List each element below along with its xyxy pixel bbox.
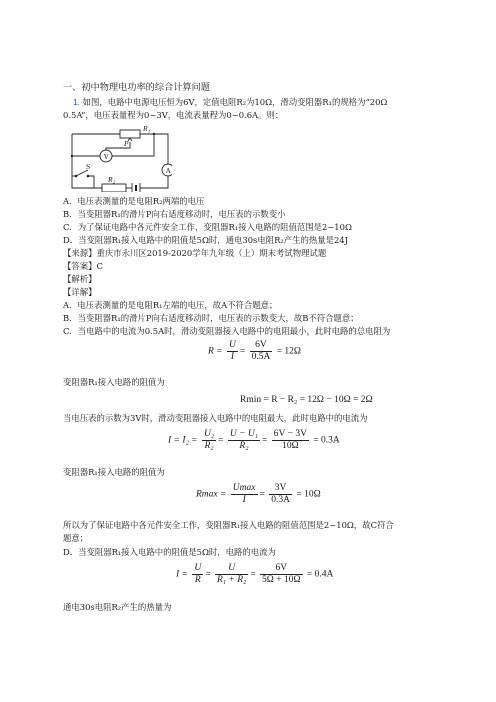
label-v: V: [103, 152, 109, 161]
analysis-heading: 【解析】: [63, 274, 97, 284]
text-r1-max-intro: 变阻器R₁接入电路的阻值为: [63, 467, 165, 477]
source-line: 【来源】重庆市永川区2019-2020学年九年级（上）期末考试物理试题: [63, 248, 327, 258]
text-option-d: D．当变阻器R₁接入电路中的阻值是5Ω时，电路的电流为: [63, 547, 276, 557]
equation-r-max: Rmax = Umax I = $\frac{3V}{0.3A}$ = 10Ω: [196, 483, 321, 505]
option-c: C．为了保证电路中各元件安全工作，变阻器R₁接入电路的阻值范围是2~10Ω: [63, 222, 352, 232]
label-r1: R₁: [143, 124, 151, 133]
text-range-conclusion: 所以为了保证电路中各元件安全工作，变阻器R₁接入电路的阻值范围是2~10Ω，故C符合: [63, 520, 394, 530]
text-range-conclusion-2: 题意；: [63, 533, 89, 543]
question-number: 1.: [73, 97, 80, 107]
text-voltage-3v: 当电压表的示数为3V时，滑动变阻器接入电路中的电阻最大，此时电路中的电流为: [63, 413, 368, 423]
question-line-1: [73, 97, 387, 108]
question-text-1: 如图，电路中电源电压恒为6V，定值电阻R₂为10Ω，滑动变阻器R₁的规格为“20Ω: [82, 97, 388, 107]
label-p: P: [124, 139, 129, 148]
equation-r-min: Rmin = R − R₂ = 12Ω − 10Ω = 2Ω: [240, 395, 373, 405]
explain-a: A．电压表测量的是电阻R₁左端的电压，故A不符合题意；: [63, 300, 278, 310]
question-line-2: 0.5A”，电压表量程为0~3V，电流表量程为0~0.6A。则：: [63, 110, 284, 120]
section-title: 一、初中物理电功率的综合计算问题: [63, 82, 210, 93]
label-s: S: [86, 162, 91, 171]
explain-c: C．当电路中的电流为0.5A时，滑动变阻器接入电路中的电阻最小，此时电路的总电阻为: [63, 326, 391, 336]
equation-current-min: I = I₂ = $\frac{\text{U₂}}{\text{R₂}}$ = $\frac{\text{U − U₁}}{\text{R₂}}$ = $\frac{6V - 3V}{10\Omega}$ = 0.3A: [168, 429, 340, 451]
detail-heading: 【详解】: [63, 287, 97, 297]
text-heat-intro: 通电30s电阻R₂产生的热量为: [63, 602, 172, 612]
option-b: B．当变阻器R₁的滑片P向右适度移动时，电压表的示数变小: [63, 209, 286, 219]
equation-total-resistance: R = $\frac{U}{I}$ = $\frac{6V}{0.5A}$ = 12Ω: [208, 340, 301, 362]
label-a: A: [165, 166, 171, 175]
label-r2: R₂: [108, 175, 116, 184]
text-r1-min-intro: 变阻器R₁接入电路的阻值为: [63, 377, 165, 387]
option-a: A．电压表测量的是电阻R₂两端的电压: [63, 196, 205, 206]
circuit-diagram: [68, 124, 172, 192]
option-d: D．当变阻器R₁接入电路中的阻值是5Ω时，通电30s电阻R₂产生的热量是24J: [63, 235, 349, 245]
answer-line: 【答案】C: [63, 261, 103, 271]
explain-b: B．当变阻器R₁的滑片P向右适度移动时，电压表的示数变大，故B不符合题意；: [63, 313, 359, 323]
equation-current-d: I = $\frac{U}{R}$ = $\frac{U}{\text{R₁ + R₂}}$ = $\frac{6V}{5\Omega + 10\Omega}$ = 0.4A: [176, 563, 334, 585]
